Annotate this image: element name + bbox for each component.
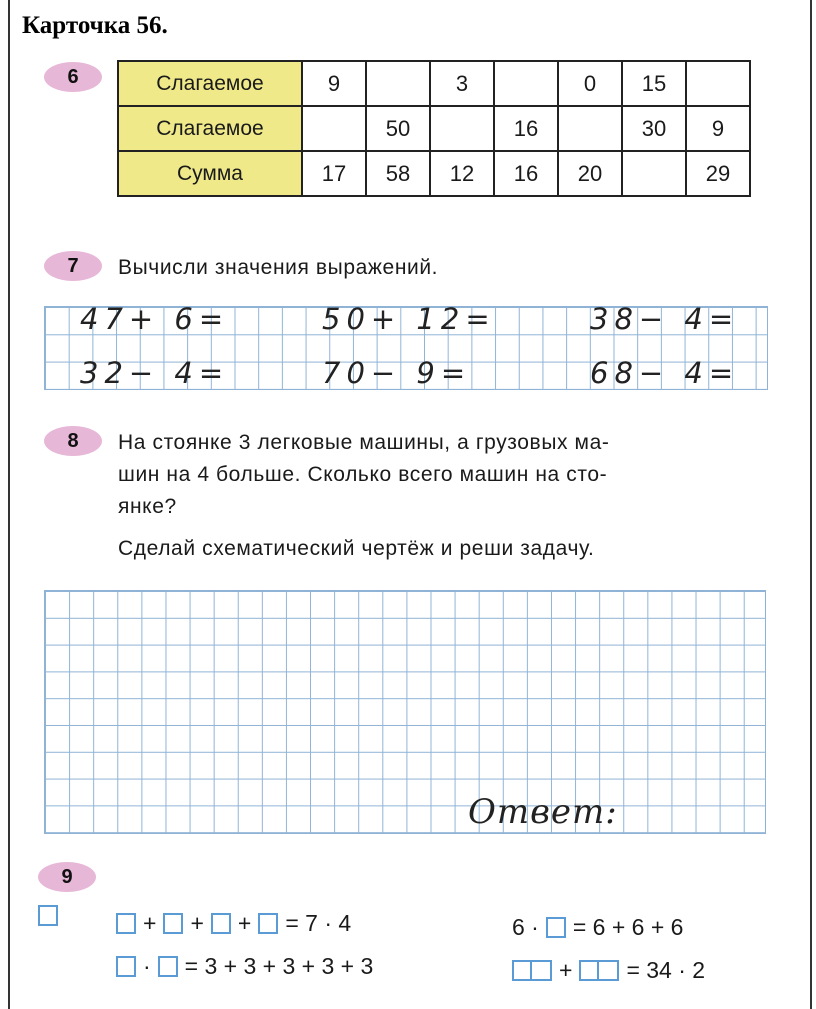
task8-text-line1: На стоянке 3 легковые машины, а грузовых ма- — [118, 431, 610, 454]
two-digit-box[interactable] — [579, 960, 619, 981]
table-cell: 17 — [302, 151, 366, 196]
equation-2 — [116, 953, 373, 980]
row-label: Слагаемое — [118, 61, 302, 106]
two-digit-box[interactable] — [512, 960, 552, 981]
row-label: Сумма — [118, 151, 302, 196]
task8-text-line3: янке? — [118, 495, 177, 518]
equation-3-lhs: 6 · — [512, 914, 539, 940]
answer-box[interactable] — [599, 960, 619, 981]
empty-answer-cell[interactable] — [366, 61, 430, 106]
addition-table — [117, 60, 751, 197]
plus-sign: + — [143, 910, 157, 936]
table-cell: 16 — [494, 151, 558, 196]
table-cell: 29 — [686, 151, 750, 196]
empty-answer-cell[interactable] — [430, 106, 494, 151]
table-row — [118, 151, 750, 196]
answer-box[interactable] — [38, 905, 58, 926]
task7-number-badge: 7 — [44, 251, 102, 281]
expression-4: 32− 4= — [80, 356, 230, 390]
empty-answer-cell[interactable] — [622, 151, 686, 196]
task9-number-badge: 9 — [38, 862, 96, 892]
table-cell: 0 — [558, 61, 622, 106]
table-cell: 50 — [366, 106, 430, 151]
equation-3-rhs: = 6 + 6 + 6 — [572, 914, 684, 940]
plus-sign: + — [559, 957, 573, 983]
task8-text-line2: шин на 4 больше. Сколько всего машин на сто- — [118, 463, 608, 486]
table-row — [118, 61, 750, 106]
standalone-box-row — [38, 905, 58, 926]
row-label: Слагаемое — [118, 106, 302, 151]
equation-4 — [512, 957, 705, 984]
answer-label: Ответ: — [468, 792, 618, 832]
expression-6: 68− 4= — [590, 356, 740, 390]
table-row — [118, 106, 750, 151]
dot-sign: · — [143, 953, 151, 979]
table-cell: 12 — [430, 151, 494, 196]
empty-answer-cell[interactable] — [302, 106, 366, 151]
task8-instruction: Сделай схематический чертёж и реши задачу. — [118, 537, 595, 560]
table-cell: 30 — [622, 106, 686, 151]
equation-2-rhs: = 3 + 3 + 3 + 3 + 3 — [184, 953, 374, 979]
plus-sign: + — [190, 910, 204, 936]
table-cell: 3 — [430, 61, 494, 106]
answer-box[interactable] — [211, 913, 231, 934]
task8-solution-grid — [44, 590, 766, 834]
task6-number-badge: 6 — [44, 62, 102, 92]
plus-sign: + — [237, 910, 252, 936]
expression-2: 50+ 12= — [322, 302, 496, 336]
table-cell: 9 — [686, 106, 750, 151]
equation-3 — [512, 914, 683, 941]
empty-answer-cell[interactable] — [686, 61, 750, 106]
answer-box[interactable] — [532, 960, 552, 981]
answer-box[interactable] — [512, 960, 532, 981]
table-cell: 58 — [366, 151, 430, 196]
equation-1-rhs: = 7 · 4 — [285, 910, 352, 936]
table-cell: 16 — [494, 106, 558, 151]
table-cell: 15 — [622, 61, 686, 106]
task8-number-badge: 8 — [44, 426, 102, 456]
answer-box[interactable] — [158, 956, 178, 977]
table-cell: 20 — [558, 151, 622, 196]
expression-3: 38− 4= — [590, 302, 740, 336]
card-title: Карточка 56. — [22, 12, 168, 39]
equation-4-rhs: = 34 · 2 — [626, 957, 706, 983]
answer-box[interactable] — [546, 917, 566, 938]
empty-answer-cell[interactable] — [558, 106, 622, 151]
expression-1: 47+ 6= — [80, 302, 230, 336]
table-cell: 9 — [302, 61, 366, 106]
equation-1 — [116, 910, 351, 937]
empty-answer-cell[interactable] — [494, 61, 558, 106]
answer-box[interactable] — [116, 956, 136, 977]
answer-box[interactable] — [258, 913, 278, 934]
task7-instruction: Вычисли значения выражений. — [118, 256, 439, 279]
answer-box[interactable] — [163, 913, 183, 934]
expression-5: 70− 9= — [322, 356, 472, 390]
answer-box[interactable] — [116, 913, 136, 934]
answer-box[interactable] — [579, 960, 599, 981]
